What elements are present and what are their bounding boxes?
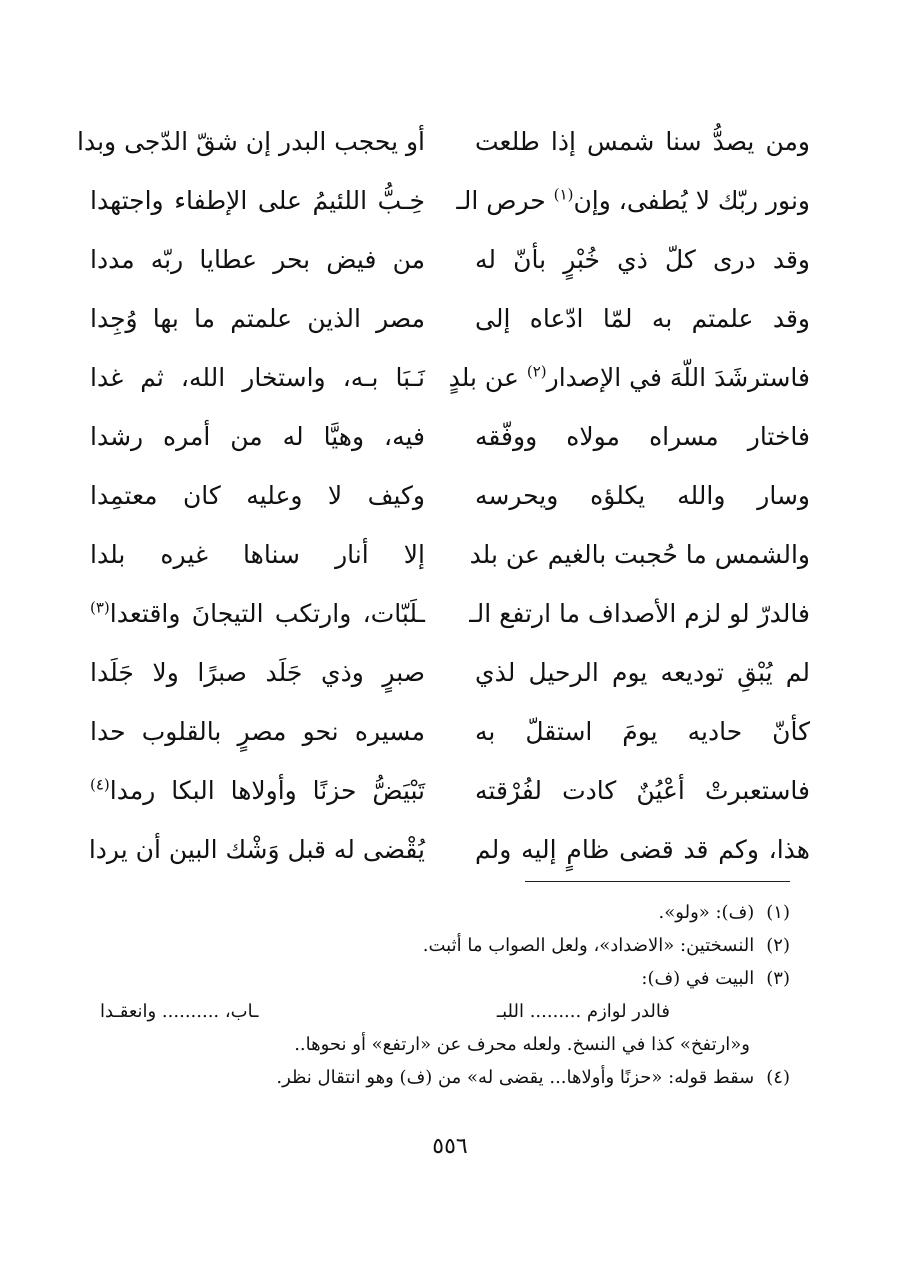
verse-left-hemistich: مصر الذين علمتم ما بها وُجِدا bbox=[90, 304, 425, 333]
verse-right-hemistich: وقد علمتم به لمّا ادّعاه إلى bbox=[475, 304, 810, 333]
verse bbox=[90, 466, 810, 525]
footnote bbox=[100, 1061, 790, 1094]
verse-right-hemistich: فاسترشَدَ اللّهَ في الإصدار$^{(٢)}$ عن بلدٍ bbox=[448, 362, 810, 392]
quoted-hemistich-right: فالدر لوازم ......... اللبـ bbox=[496, 1001, 670, 1022]
verse bbox=[90, 407, 810, 466]
page-number: ٥٥٦ bbox=[432, 1134, 468, 1159]
footnote-number: (٢) bbox=[766, 935, 790, 956]
verse bbox=[90, 820, 810, 879]
verse-right-hemistich: هذا، وكم قد قضى ظامٍ إليه ولم bbox=[475, 835, 810, 864]
footnote bbox=[100, 962, 790, 995]
footnote bbox=[100, 896, 790, 929]
footnote-number: (١) bbox=[766, 902, 790, 923]
verse-left-hemistich: من فيض بحر عطايا ربّه مددا bbox=[90, 245, 425, 274]
verse-left-hemistich: ـلَبّات، وارتكب التيجانَ واقتعدا$^{(٣)}$ bbox=[90, 598, 425, 628]
verse-right-hemistich: والشمس ما حُجبت بالغيم عن بلد bbox=[469, 540, 810, 569]
verse bbox=[77, 112, 810, 171]
verse-left-hemistich: نَـبَا بـه، واستخار الله، ثم غدا bbox=[90, 363, 425, 392]
verse-left-hemistich: فيه، وهيَّا له من أمره رشدا bbox=[90, 422, 425, 451]
poem bbox=[77, 112, 810, 879]
footnote-number: (٣) bbox=[766, 968, 790, 989]
footnotes bbox=[100, 896, 790, 1094]
footnote-quoted-verse bbox=[100, 995, 790, 1028]
verse bbox=[90, 525, 810, 584]
footnote-text: البيت في (ف): bbox=[641, 968, 755, 989]
footnote-continuation: و«ارتفخ» كذا في النسخ. ولعله محرف عن «ارتفع» أو نحوها.. bbox=[294, 1034, 750, 1055]
verse-right-hemistich: فالدرّ لو لزم الأصداف ما ارتفع الـ bbox=[469, 599, 810, 628]
verse-left-hemistich: تَبْيَضُّ حزنًا وأولاها البكا رمدا$^{(٤)}$ bbox=[90, 775, 425, 805]
verse-left-hemistich: يُقْضى له قبل وَشْك البين أن يردا bbox=[88, 835, 425, 864]
verse-left-hemistich: وكيف لا وعليه كان معتمِدا bbox=[90, 481, 425, 510]
verse-right-hemistich: فاختار مسراه مولاه ووفّقه bbox=[475, 422, 810, 451]
verse-left-hemistich: مسيره نحو مصرٍ بالقلوب حدا bbox=[90, 717, 425, 746]
verse-left-hemistich: صبرٍ وذي جَلَد صبرًا ولا جَلَدا bbox=[90, 658, 425, 687]
verse-right-hemistich: ومن يصدُّ سنا شمس إذا طلعت bbox=[475, 127, 810, 156]
verse bbox=[90, 702, 810, 761]
verse-right-hemistich: ونور ربّك لا يُطفى، وإن$^{(١)}$ حرص الـ bbox=[456, 185, 810, 215]
verse-right-hemistich: فاستعبرتْ أعْيُنٌ كادت لفُرْقته bbox=[475, 776, 810, 805]
verse-right-hemistich: لم يُبْقِ توديعه يوم الرحيل لذي bbox=[475, 658, 810, 687]
footnote-ref: (١) bbox=[553, 185, 574, 204]
footnote-text: (ف): «ولو». bbox=[658, 902, 755, 923]
footnote-text: النسختين: «الاضداد»، ولعل الصواب ما أثبت. bbox=[422, 935, 755, 956]
verse bbox=[90, 289, 810, 348]
verse-left-hemistich: أو يحجب البدر إن شقّ الدّجى وبدا bbox=[77, 127, 425, 156]
verse bbox=[90, 584, 810, 643]
verse-left-hemistich: إلا أنار سناها غيره بلدا bbox=[90, 540, 425, 569]
verse-right-hemistich: وسار والله يكلؤه ويحرسه bbox=[475, 481, 810, 510]
footnote-ref: (٤) bbox=[90, 775, 110, 794]
footnote-ref: (٢) bbox=[526, 362, 547, 381]
footnote-ref: (٣) bbox=[90, 598, 110, 617]
verse-right-hemistich: وقد درى كلّ ذي خُبْرٍ بأنّ له bbox=[475, 245, 810, 274]
footnote bbox=[100, 929, 790, 962]
verse-left-hemistich: خِـبُّ اللئيمُ على الإطفاء واجتهدا bbox=[90, 186, 425, 215]
verse bbox=[90, 348, 810, 407]
footnote-number: (٤) bbox=[766, 1067, 790, 1088]
verse-right-hemistich: كأنّ حاديه يومَ استقلّ به bbox=[475, 717, 810, 746]
quoted-hemistich-left: ـاب، .......... وانعقـدا bbox=[100, 1001, 259, 1022]
footnote-divider bbox=[525, 881, 790, 882]
verse bbox=[90, 643, 810, 702]
verse bbox=[90, 761, 810, 820]
verse bbox=[90, 171, 810, 230]
footnote-text: سقط قوله: «حزنًا وأولاها... يقضى له» من (ف) وهو انتقال نظر. bbox=[276, 1067, 755, 1088]
verse bbox=[90, 230, 810, 289]
